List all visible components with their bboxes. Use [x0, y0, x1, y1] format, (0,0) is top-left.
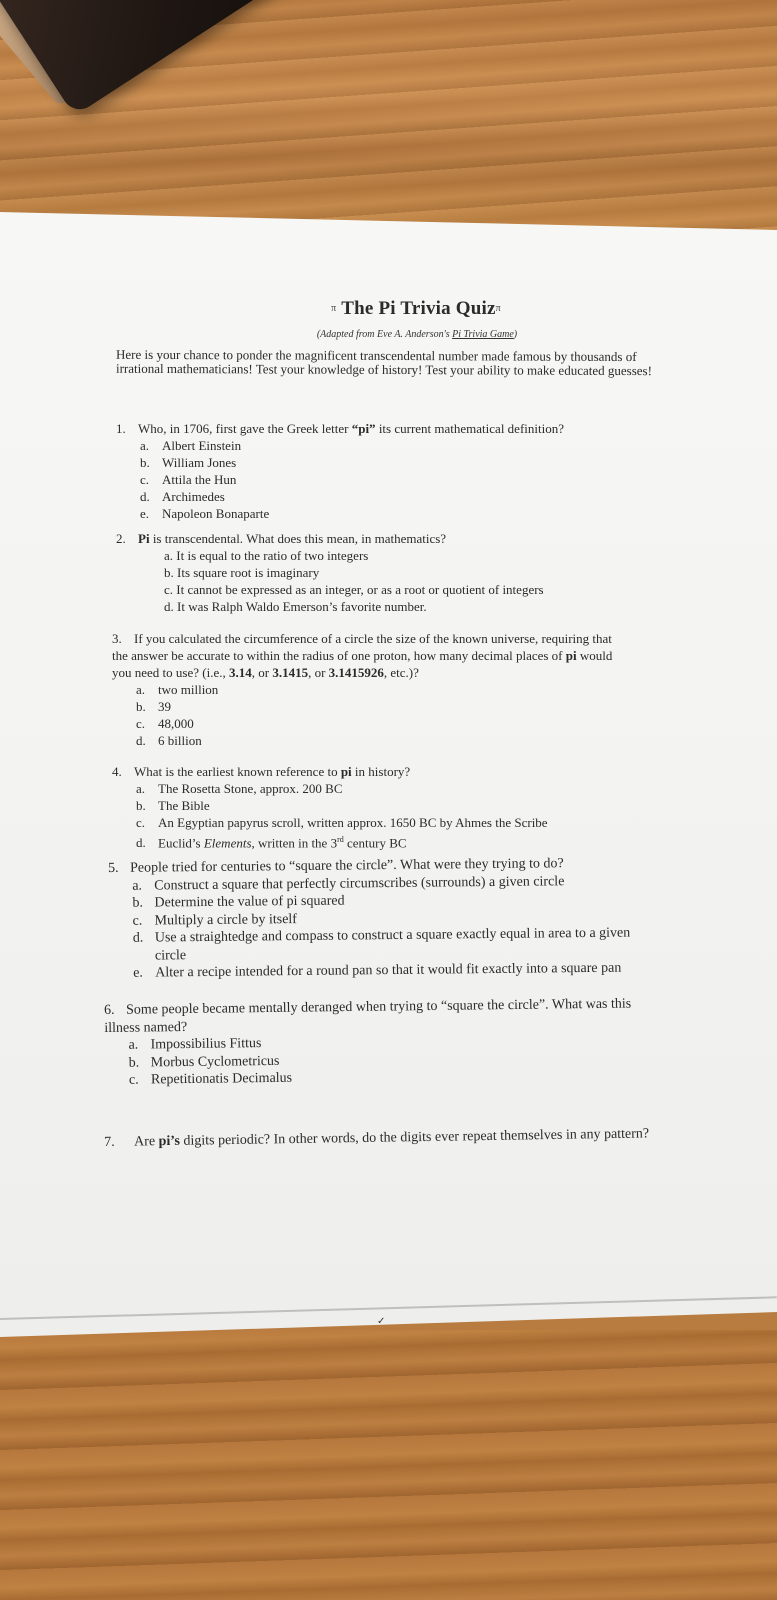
q6-line1: Some people became mentally deranged when trying to “square the circle”. What was this: [126, 996, 632, 1018]
option-label: c.: [128, 1072, 139, 1088]
quiz-header: [286, 300, 546, 318]
option-d: d. It was Ralph Waldo Emerson’s favorite number.: [164, 599, 427, 614]
question-3-line-3: [112, 664, 612, 681]
page-subtitle: [282, 326, 552, 343]
q3-line1: If you calculated the circumference of a circle the size of the known universe, requiring that: [134, 631, 612, 646]
option-label: c.: [136, 716, 146, 731]
option-label: a.: [136, 781, 146, 796]
option-label: b.: [140, 455, 150, 470]
q1-text-b: its current mathematical definition?: [375, 421, 564, 436]
title-text: The Pi Trivia Quiz: [341, 298, 496, 319]
option-b: b. Its square root is imaginary: [164, 565, 320, 580]
q3-line2: the answer be accurate to within the radius of one proton, how many decimal places of: [112, 648, 566, 663]
q7-text-b: digits periodic? In other words, do the digits ever repeat themselves in any pattern?: [179, 1126, 650, 1149]
q1-text-a: Who, in 1706, first gave the Greek letter: [138, 421, 352, 436]
option-d: [112, 732, 612, 749]
question-1-text: [116, 420, 564, 437]
question-3: [112, 630, 612, 749]
option-text: Morbus Cyclometricus: [150, 1053, 280, 1070]
option-text: Use a straightedge and compass to construct a square exactly equal in area to a given: [154, 925, 631, 946]
question-number: 2.: [116, 531, 126, 546]
option-text: Napoleon Bonaparte: [162, 506, 270, 521]
q3-line2-end: would: [576, 648, 613, 663]
option-label: c.: [132, 913, 143, 929]
option-label: a.: [136, 682, 146, 697]
q4-text-a: What is the earliest known reference to: [134, 764, 341, 779]
question-2-text: [116, 530, 544, 547]
question-6: [104, 996, 632, 1090]
q3-line3-a: you need to use? (i.e.,: [112, 665, 229, 680]
q3-line3-b: , or: [251, 665, 273, 680]
option-text: Albert Einstein: [162, 438, 242, 453]
question-7-text: [104, 1125, 649, 1151]
option-label: e.: [140, 506, 150, 521]
option-text: Multiply a circle by itself: [154, 911, 298, 929]
pencil-mark: ✓: [377, 1316, 386, 1327]
question-number: 1.: [116, 421, 126, 436]
question-5: [108, 855, 631, 983]
option-label: a.: [128, 1037, 139, 1053]
q3-val3: 3.1415926: [328, 665, 384, 680]
q3-line3-d: , etc.)?: [383, 665, 419, 680]
option-text-c: century BC: [343, 835, 407, 851]
option-d: [116, 488, 564, 505]
option-c: [116, 471, 564, 488]
option-label: b.: [128, 1055, 140, 1071]
option-text: An Egyptian papyrus scroll, written approx. 1650 BC by Ahmes the Scribe: [158, 815, 548, 830]
option-b: [112, 797, 548, 814]
option-c: [112, 715, 612, 732]
q2-text-b: is transcendental. What does this mean, in mathematics?: [149, 531, 447, 546]
q4-text-bold: pi: [340, 764, 352, 779]
option-text: Archimedes: [162, 489, 225, 504]
option-label: d.: [140, 489, 150, 504]
option-a: [112, 780, 548, 797]
option-label: d.: [136, 733, 146, 748]
option-text: Alter a recipe intended for a round pan so that it would fit exactly into a square pan: [155, 960, 622, 981]
option-text: The Bible: [158, 798, 210, 813]
option-label: d.: [136, 835, 146, 851]
option-text: 39: [158, 699, 171, 714]
subtitle-suffix: ): [513, 329, 518, 340]
option-b: [116, 454, 564, 471]
question-4: [112, 763, 548, 851]
option-text: 6 billion: [158, 733, 202, 748]
question-number: 4.: [112, 764, 122, 779]
option-c: c. It cannot be expressed as an integer, or as a root or quotient of integers: [164, 582, 544, 597]
question-number: 5.: [108, 860, 119, 876]
q2-text-bold: Pi: [138, 531, 150, 546]
option-text: two million: [158, 682, 219, 697]
option-text-a: Euclid’s: [158, 835, 204, 851]
option-a: [112, 681, 612, 698]
option-text: Impossibilius Fittus: [150, 1036, 262, 1053]
option-label: b.: [136, 798, 146, 813]
option-label: b.: [136, 699, 146, 714]
option-a: a. It is equal to the ratio of two integers: [164, 548, 369, 563]
option-label: c.: [140, 472, 150, 487]
option-b: [112, 698, 612, 715]
option-text-b: , written in the 3: [251, 835, 338, 851]
option-text: Repetitionatis Decimalus: [150, 1070, 293, 1088]
q4-text-b: in history?: [351, 764, 411, 779]
option-e: [116, 505, 564, 522]
question-4-text: [112, 763, 548, 780]
option-text: Construct a square that perfectly circumscribes (surrounds) a given circle: [154, 873, 565, 894]
q5-text: People tried for centuries to “square the circle”. What were they trying to do?: [130, 856, 564, 876]
question-7: [104, 1125, 649, 1151]
q7-text-bold: pi’s: [158, 1133, 181, 1150]
pi-symbol-left: π: [331, 303, 337, 314]
option-label: b.: [132, 895, 144, 911]
option-label: a.: [132, 878, 143, 894]
q7-text-a: Are: [134, 1134, 159, 1150]
option-text: Determine the value of pi squared: [154, 893, 345, 911]
pi-symbol-right: π: [495, 303, 501, 314]
question-6-line-2: illness named?: [104, 1019, 188, 1036]
q1-text-bold: “pi”: [351, 421, 376, 436]
question-number: 7.: [104, 1134, 115, 1150]
question-number: 3.: [112, 631, 122, 646]
option-label: d.: [132, 930, 144, 946]
q3-val1: 3.14: [228, 665, 252, 680]
option-text: The Rosetta Stone, approx. 200 BC: [158, 781, 343, 796]
subtitle-prefix: (Adapted from Eve A. Anderson's: [316, 329, 453, 340]
subtitle-source: Pi Trivia Game: [452, 329, 514, 340]
page-title: [331, 298, 501, 319]
q3-line2-bold: pi: [565, 648, 577, 663]
q3-val2: 3.1415: [272, 665, 309, 680]
q3-line3-c: , or: [308, 665, 329, 680]
option-c: [112, 814, 548, 831]
option-text-sup: rd: [337, 835, 344, 844]
option-text: 48,000: [158, 716, 194, 731]
option-d-continued: circle: [154, 947, 187, 964]
option-label: e.: [133, 965, 143, 981]
option-text-italic: Elements: [203, 835, 252, 851]
question-2: [116, 530, 544, 615]
question-number: 6.: [104, 1002, 115, 1018]
question-3-line-1: [112, 630, 612, 647]
question-3-line-2: [112, 647, 612, 664]
option-label: c.: [136, 815, 146, 830]
intro-paragraph: Here is your chance to ponder the magnificent transcendental number made famous by thousands of irrational mathematicians! Test your knowledge of history! Test your ability to make educated guesses!: [115, 346, 652, 379]
option-d: [112, 831, 548, 851]
option-text: William Jones: [162, 455, 237, 470]
option-text: Attila the Hun: [162, 472, 237, 487]
option-label: a.: [140, 438, 150, 453]
question-1: [116, 420, 564, 522]
option-a: [116, 437, 564, 454]
